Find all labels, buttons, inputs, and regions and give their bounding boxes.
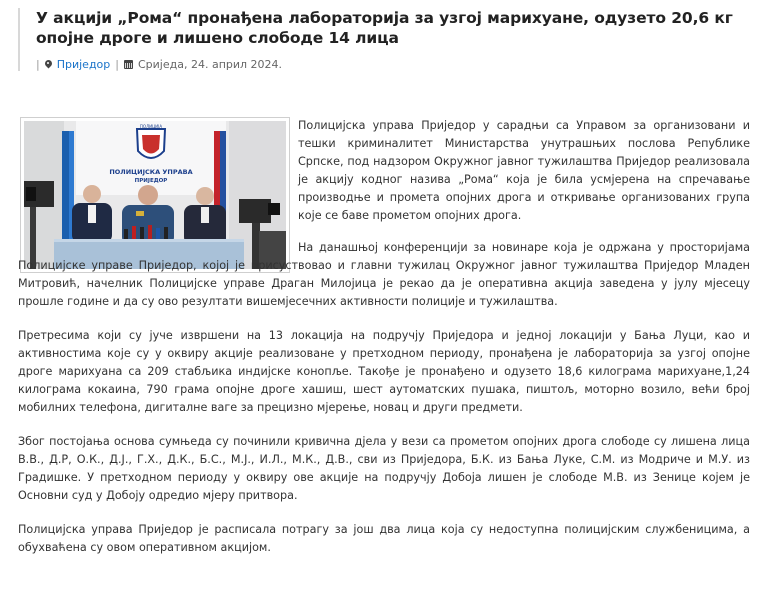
paragraph-1: Полицијска управа Приједор у сарадњи са Управом за организовани и тешки криминалитет Министарства унутрашњих послова Републике Српске, под надзором Окружног јавног тужилаштва Приједор реализовала је акцију кодног назива „Рома“ која је била усмјерена на спречавање производње и промета опојних дрога и откривање организованих група које се баве прометом опојних дрога. (298, 119, 750, 222)
paragraph-4: Због постојања основа сумњеда су починили кривична дјела у вези са прометом опојних дрога слободе су лишена лица В.В., Д.Р, О.К., Д.Ј., Г.Х., Д.К., Б.С., М.Ј., И.Л., М.К., Д.В., сви из Приједора, Б.К. из Бања Луке, С.М. из Модриче и М.У. из Градишке. У претходном периоду у оквиру ове акције на подручју Добоја лишен је слободе М.В. из Зенице којем је Основни суд у Добоју одредио мјеру притвора. (18, 435, 750, 502)
article-meta (36, 58, 758, 71)
paragraph-3: Претресима који су јуче извршени на 13 локација на подручју Приједора и једној локацији у Бања Луци, као и активностима које су у оквиру акције реализоване у претходном периоду, пронађена је лабораторија за узгој опојне дроге марихуана са 209 стабљика индијске конопље. Такође је пронађено и одузето 18,6 килограма марихуане,1,24 килограма кокаина, 790 грама опојне дроге хашиш, шест аутоматских пушака, пиштољ, моторно возило, већи број мобилних телефона, дигиталне ваге за прецизно мјерење, новац и други предмети. (18, 329, 750, 414)
emblem-text: ПОЛИЦИЈА (139, 124, 163, 129)
meta-separator: | (36, 58, 40, 71)
calendar-icon (124, 60, 133, 69)
meta-separator-2: | (115, 58, 119, 71)
banner-line-2: ПРИЈЕДОР (134, 178, 168, 184)
paragraph-5: Полицијска управа Приједор је расписала потрагу за још два лица која су недоступна полицијским службеницима, а обухваћена су овом оперативном акцијом. (18, 523, 750, 554)
article-date: Сриједа, 24. април 2024. (137, 58, 283, 71)
article-title: У акцији „Рома“ пронађена лабораторија за узгој марихуане, одузето 20,6 кг опојне дроге и лишено слободе 14 лица (36, 9, 733, 47)
article-header (18, 8, 758, 71)
article-body (18, 117, 750, 557)
paragraph-2: На данашњој конференцији за новинаре која је одржана у просторијама Полицијске управе Приједор, којој је присуствовао и главни тужилац Окружног јавног тужилаштва Приједор Младен Митровић, начелник Полицијске управе Драган Милојица је рекао да је оперативна акција заведена у јулу мјесецу прошле године и да су ово резултати вишемјесечних активности полиције и тужилаштва. (18, 241, 750, 308)
location-pin-icon (45, 60, 52, 69)
location-link[interactable]: Приједор (56, 58, 111, 71)
banner-line-1: ПОЛИЦИЈСКА УПРАВА (109, 168, 193, 176)
